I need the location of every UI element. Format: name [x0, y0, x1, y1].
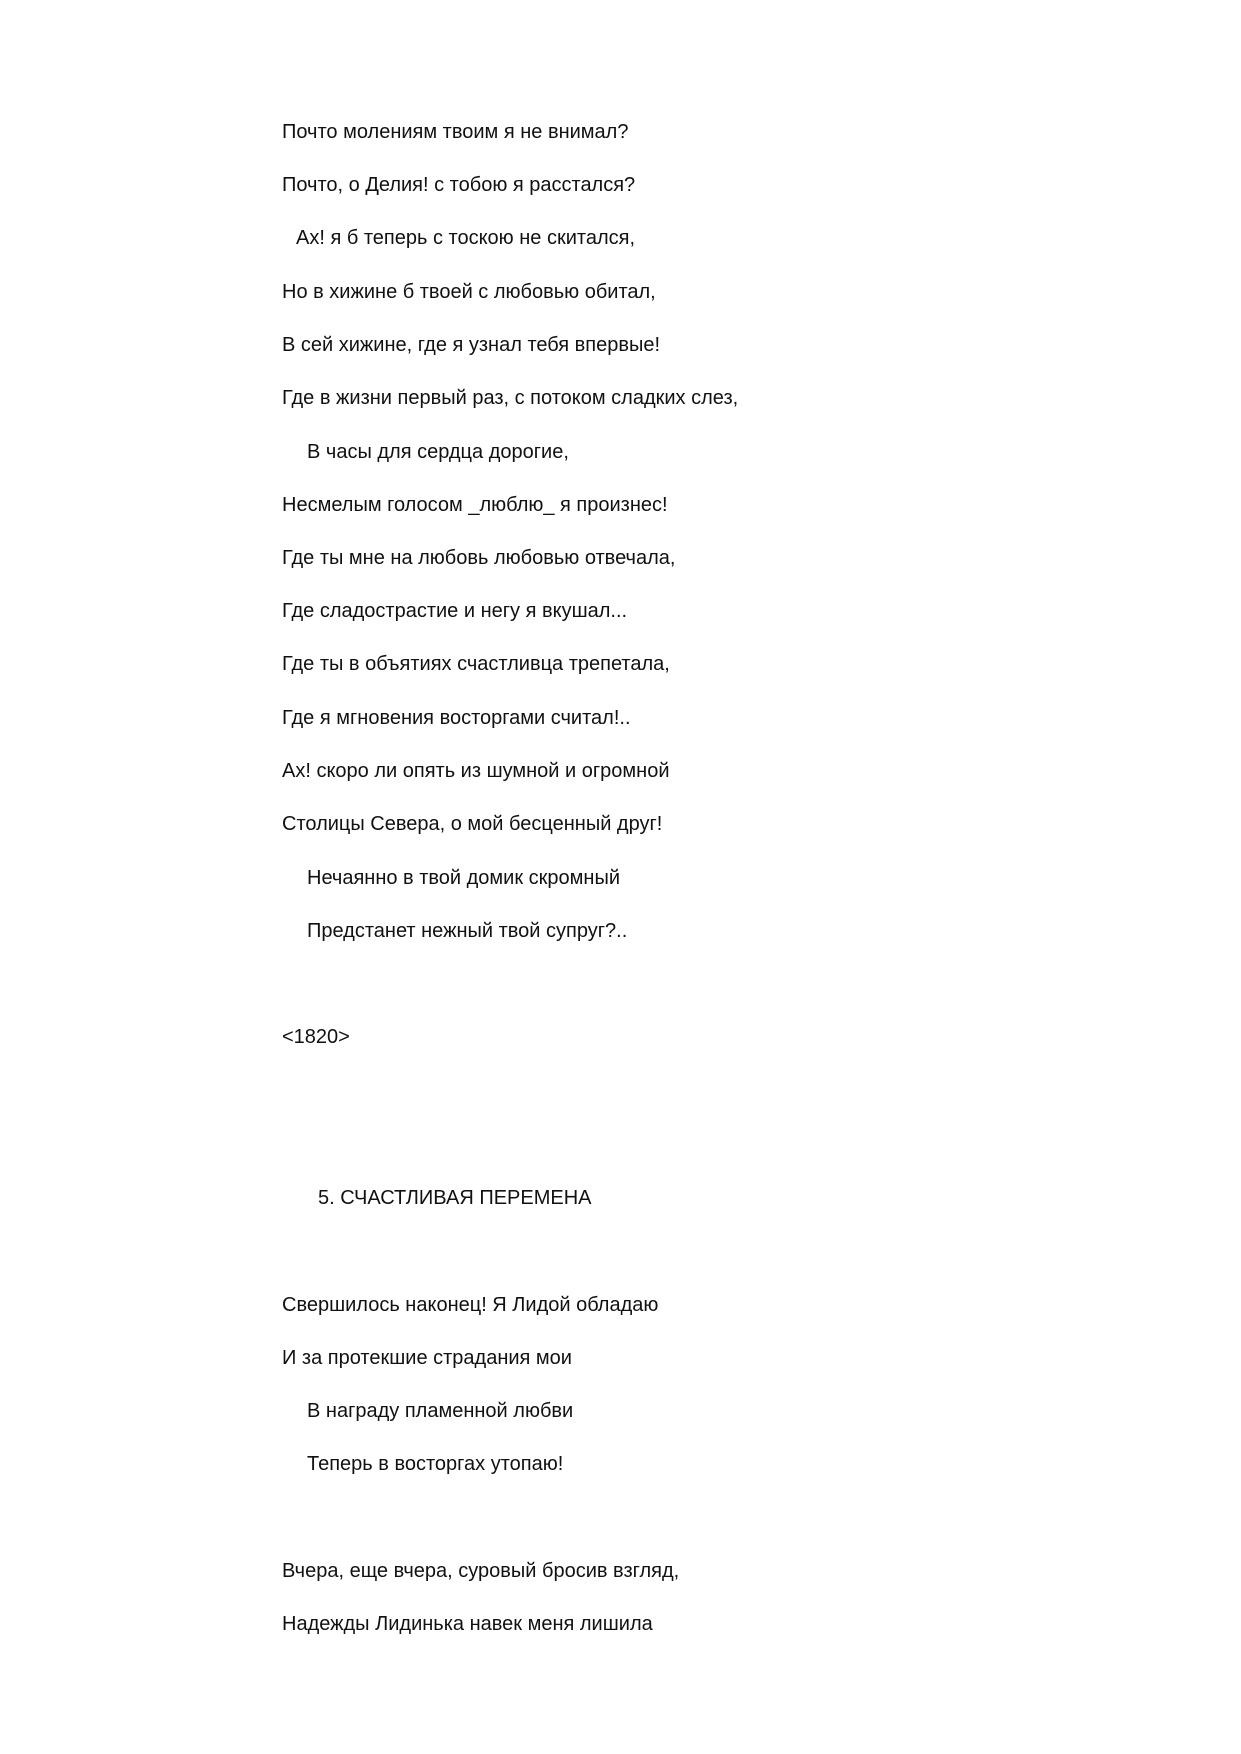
poem2-stanza2-line-1: Вчера, еще вчера, суровый бросив взгляд, — [282, 1560, 680, 1582]
poem1-line-5: В сей хижине, где я узнал тебя впервые! — [282, 334, 661, 356]
poem2-stanza1-line-4: Теперь в восторгах утопаю! — [307, 1453, 564, 1475]
poem1-line-1: Почто молениям твоим я не внимал? — [282, 121, 629, 143]
poem1-line-11: Где ты в объятиях счастливца трепетала, — [282, 653, 670, 675]
poem2-stanza2-line-2: Надежды Лидинька навек меня лишила — [282, 1613, 653, 1635]
poem2-stanza1-line-3: В награду пламенной любви — [307, 1400, 574, 1422]
poem1-line-13: Ах! скоро ли опять из шумной и огромной — [282, 760, 670, 782]
poem1-line-16: Предстанет нежный твой супруг?.. — [307, 920, 628, 942]
poem2-stanza1-line-1: Свершилось наконец! Я Лидой обладаю — [282, 1294, 659, 1316]
poem2-stanza1-line-2: И за протекшие страдания мои — [282, 1347, 572, 1369]
poem1-line-12: Где я мгновения восторгами считал!.. — [282, 707, 631, 729]
poem2-title: 5. СЧАСТЛИВАЯ ПЕРЕМЕНА — [318, 1187, 592, 1209]
poem1-line-9: Где ты мне на любовь любовью отвечала, — [282, 547, 676, 569]
poem1-date: <1820> — [282, 1026, 350, 1048]
poem1-line-3: Ах! я б теперь с тоскою не скитался, — [296, 227, 635, 249]
poem1-line-14: Столицы Севера, о мой бесценный друг! — [282, 813, 663, 835]
poem1-line-6: Где в жизни первый раз, с потоком сладких слез, — [282, 387, 739, 409]
poem1-line-2: Почто, о Делия! с тобою я расстался? — [282, 174, 636, 196]
poem1-line-4: Но в хижине б твоей с любовью обитал, — [282, 281, 656, 303]
poem1-line-8: Несмелым голосом _люблю_ я произнес! — [282, 494, 668, 516]
poem1-line-10: Где сладострастие и негу я вкушал... — [282, 600, 628, 622]
poem1-line-15: Нечаянно в твой домик скромный — [307, 867, 620, 889]
poem1-line-7: В часы для сердца дорогие, — [307, 441, 569, 463]
